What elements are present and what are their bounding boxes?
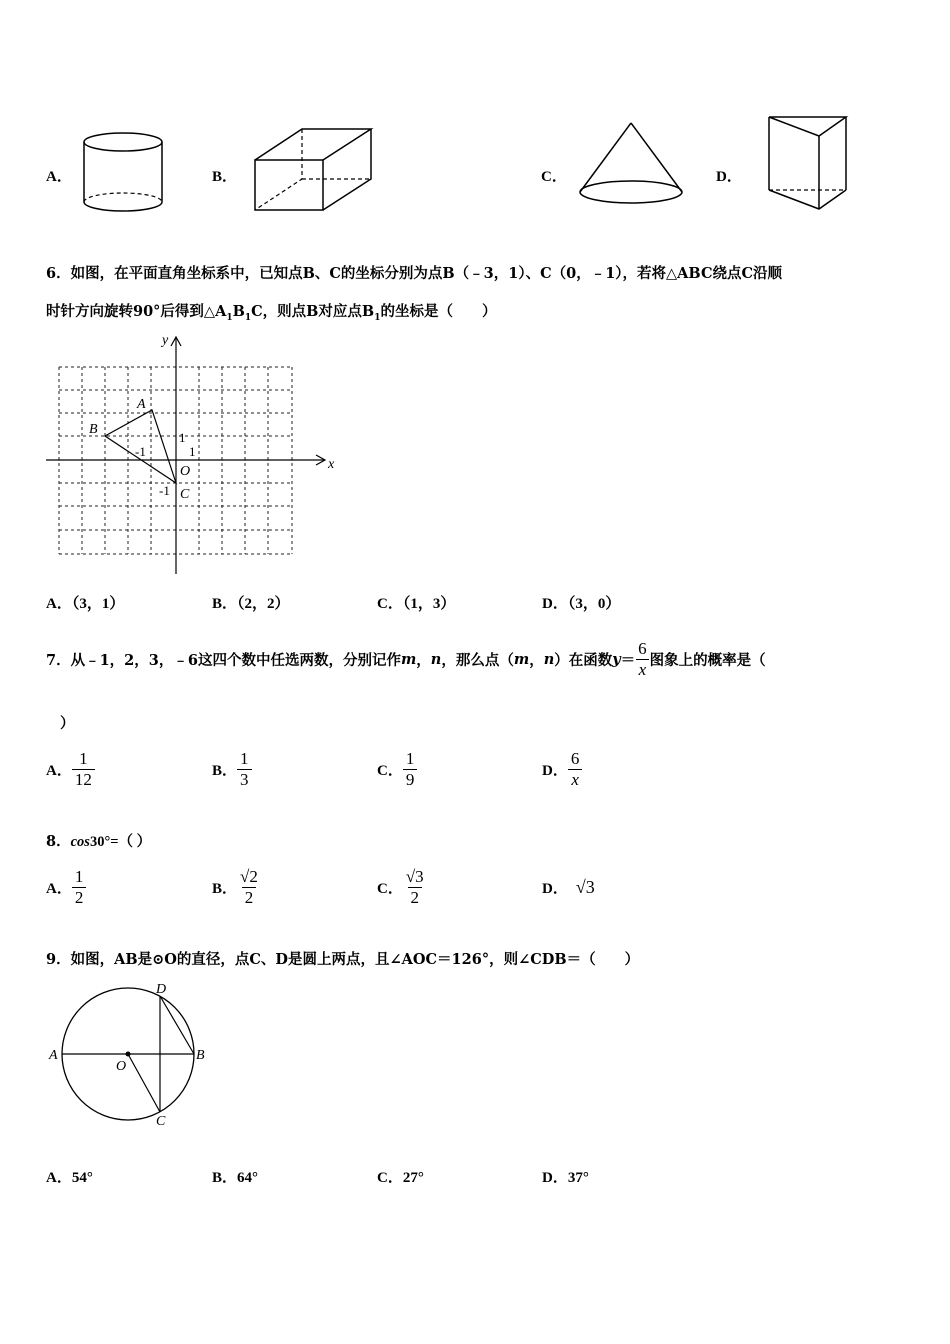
q6-option-b[interactable]: B．（2，2） [212, 596, 290, 612]
q9-chord-db [160, 996, 194, 1054]
q8-option-c[interactable]: C． $\frac{√3}{2}$ [377, 866, 424, 907]
q9-option-c[interactable]: C．27° [377, 1170, 424, 1186]
q7-stem-close: ） [60, 715, 75, 732]
q6-point-b: B [89, 422, 98, 437]
q6-coordinate-figure [42, 330, 342, 575]
q6-tick-1-y: 1 [179, 430, 186, 445]
q7-option-a[interactable]: A． $\frac{1}{12}$ [46, 744, 95, 794]
q5-option-b-label: B． [212, 169, 238, 185]
q7-option-b[interactable]: B． $\frac{1}{3}$ [212, 744, 252, 794]
q9-option-b[interactable]: B．64° [212, 1170, 259, 1186]
q6-origin-o: O [180, 464, 191, 479]
q5-option-c-label: C． [541, 169, 567, 185]
q9-center-dot [126, 1052, 131, 1057]
q9-point-c: C [156, 1114, 166, 1129]
q7-option-d[interactable]: D． $\frac{6}{x}$ [542, 744, 582, 794]
q9-point-b: B [196, 1048, 205, 1063]
q7-stem: 7．从﹣1，2，3，﹣6这四个数中任选两数，分别记作 m ， n ，那么点（ m ， n ）在函数 y ＝ $\frac{6}{x}$ 图象上的概率是（ [46, 638, 766, 679]
q9-option-d[interactable]: D．37° [542, 1170, 589, 1186]
q9-stem: 9．如图，AB是⊙O的直径，点C、D是圆上两点，且∠AOC＝126°，则∠CDB＝（ ） [46, 951, 640, 968]
q6-tick-neg1-y: -1 [159, 483, 170, 498]
q8-option-d[interactable]: D． √3 [542, 876, 595, 897]
q7-option-c[interactable]: C． $\frac{1}{9}$ [377, 744, 417, 794]
q9-point-a: A [49, 1048, 58, 1063]
q5-cuboid-figure [250, 124, 378, 216]
q6-tick-neg1-x: -1 [135, 444, 146, 459]
q5-cone-figure [575, 118, 687, 210]
q6-point-a: A [137, 397, 146, 412]
q9-point-o: O [116, 1059, 127, 1074]
q6-point-c: C [180, 487, 190, 502]
q6-option-c[interactable]: C．（1，3） [377, 596, 456, 612]
q6-option-d[interactable]: D．（3，0） [542, 596, 621, 612]
q6-option-a[interactable]: A．（3，1） [46, 596, 125, 612]
q5-option-d-label: D． [716, 169, 742, 185]
q8-option-b[interactable]: B． $\frac{√2}{2}$ [212, 866, 258, 907]
q9-option-a[interactable]: A．54° [46, 1170, 93, 1186]
q9-point-d: D [156, 982, 167, 997]
q6-stem-line2: 时针方向旋转90°后得到$\triangle A_1B_1C$，则点B对应点$B_1$的坐标是（ ） [46, 303, 497, 323]
q6-tick-1-x: 1 [189, 444, 196, 459]
q9-radius-oc [128, 1054, 160, 1112]
q6-stem-line1: 6．如图，在平面直角坐标系中，已知点B、C的坐标分别为点B（﹣3，1）、C（0，﹣1），若将△ABC绕点C沿顺 [46, 265, 783, 282]
q6-x-axis-label: x [328, 457, 335, 472]
q9-circle-figure [42, 978, 222, 1130]
q5-cylinder-figure [78, 128, 168, 216]
q6-y-axis-label: y [162, 333, 169, 348]
q5-triangular-prism-figure [762, 112, 854, 214]
q7-function-fraction: $\frac{6}{x}$ [635, 639, 650, 679]
q8-option-a[interactable]: A． $\frac{1}{2}$ [46, 862, 86, 912]
q5-option-a-label: A． [46, 169, 72, 185]
q8-stem: 8．cos30°=（ ） [46, 833, 152, 850]
